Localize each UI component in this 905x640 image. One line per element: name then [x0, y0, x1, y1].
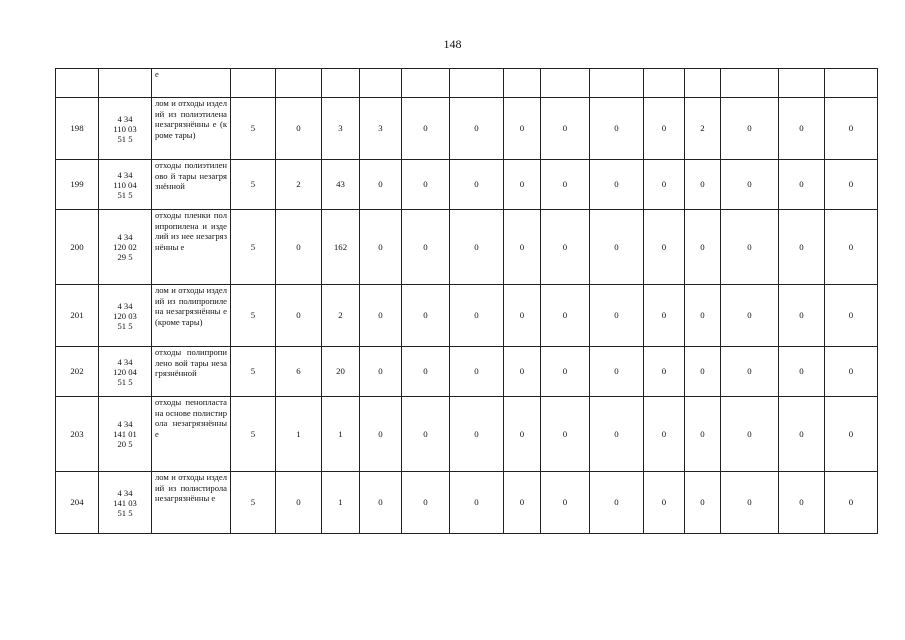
- cell-value: 5: [231, 285, 276, 347]
- cell-code: [99, 397, 152, 472]
- table-row: [56, 160, 878, 210]
- cell-code: [99, 472, 152, 534]
- cell-value: 0: [779, 397, 825, 472]
- cell-value: 0: [825, 160, 878, 210]
- code-line: 51 5: [117, 133, 133, 144]
- code-line: 51 5: [117, 189, 133, 200]
- cell-value: 0: [402, 347, 450, 397]
- cell-value: 0: [541, 210, 590, 285]
- cell-value: 0: [825, 210, 878, 285]
- cell-value: 0: [541, 285, 590, 347]
- cell-name: лом и отходы изделий из полиэтилена незагрязнённы е (кроме тары): [152, 98, 231, 160]
- cell-name: е: [152, 69, 231, 98]
- cell-value: 0: [276, 98, 322, 160]
- cell-value: 0: [504, 472, 541, 534]
- cell-num: 199: [56, 160, 99, 210]
- cell-value: 0: [450, 98, 504, 160]
- cell-num: 198: [56, 98, 99, 160]
- cell-value: 1: [322, 472, 360, 534]
- table-row: [56, 98, 878, 160]
- page-number: 148: [443, 37, 462, 51]
- table-row: [56, 397, 878, 472]
- code-line: 120 03: [113, 310, 137, 321]
- cell-value: 0: [590, 347, 644, 397]
- cell-value: 0: [541, 160, 590, 210]
- cell-value: 0: [721, 160, 779, 210]
- cell-value: 3: [322, 98, 360, 160]
- cell-num: 204: [56, 472, 99, 534]
- cell-value: 0: [402, 285, 450, 347]
- cell-value: 3: [360, 98, 402, 160]
- code-line: 4 34: [117, 419, 133, 429]
- cell-value: 1: [322, 397, 360, 472]
- cell-value: 43: [322, 160, 360, 210]
- waste-table: [55, 68, 878, 534]
- code-line: 110 03: [113, 123, 137, 134]
- cell-value: 0: [825, 285, 878, 347]
- cell-value: 0: [450, 397, 504, 472]
- cell-value: 2: [322, 285, 360, 347]
- code-line: 51 5: [117, 320, 133, 331]
- cell-value: 5: [231, 397, 276, 472]
- cell-value: 0: [644, 285, 685, 347]
- cell-value: 5: [231, 472, 276, 534]
- cell-value: 5: [231, 347, 276, 397]
- cell-value: 0: [685, 347, 721, 397]
- cell-value: 0: [402, 472, 450, 534]
- cell-value: 0: [721, 347, 779, 397]
- cell-value: 0: [644, 472, 685, 534]
- cell-value: 0: [590, 160, 644, 210]
- cell-value: 0: [825, 472, 878, 534]
- code-line: 29 5: [117, 252, 133, 262]
- cell-value: 0: [450, 347, 504, 397]
- code-line: 141 01: [113, 429, 137, 439]
- cell-value: 0: [360, 347, 402, 397]
- cell-value: 0: [644, 397, 685, 472]
- cell-value: 0: [504, 397, 541, 472]
- table-body: [56, 69, 878, 534]
- cell-value: 0: [644, 160, 685, 210]
- code-line: 4 34: [117, 356, 133, 367]
- code-line: 4 34: [117, 300, 133, 311]
- code-line: 110 04: [113, 179, 137, 190]
- cell-value: 5: [231, 98, 276, 160]
- cell-value: 0: [779, 210, 825, 285]
- cell-value: 6: [276, 347, 322, 397]
- cell-value: 0: [402, 397, 450, 472]
- cell-value: 0: [644, 210, 685, 285]
- cell-value: 0: [541, 397, 590, 472]
- code-line: 4 34: [117, 232, 133, 242]
- code-line: 51 5: [117, 507, 133, 518]
- cell-value: 0: [402, 160, 450, 210]
- cell-code: [99, 347, 152, 397]
- cell-value: 0: [360, 160, 402, 210]
- cell-value: 0: [721, 210, 779, 285]
- cell-value: 0: [276, 472, 322, 534]
- cell-value: 0: [504, 160, 541, 210]
- cell-value: 162: [322, 210, 360, 285]
- cell-num: 201: [56, 285, 99, 347]
- cell-value: 0: [504, 210, 541, 285]
- code-line: 141 03: [113, 497, 137, 508]
- cell-value: 0: [825, 98, 878, 160]
- cell-num: 202: [56, 347, 99, 397]
- cell-value: 0: [779, 347, 825, 397]
- cell-value: 0: [685, 285, 721, 347]
- code-line: 120 04: [113, 366, 137, 377]
- cell-value: 0: [450, 160, 504, 210]
- cell-value: 20: [322, 347, 360, 397]
- cell-value: 0: [685, 472, 721, 534]
- cell-value: 0: [685, 210, 721, 285]
- cell-num: [56, 69, 99, 98]
- cell-value: 0: [450, 472, 504, 534]
- cell-value: 0: [644, 98, 685, 160]
- cell-code: [99, 160, 152, 210]
- cell-value: 5: [231, 210, 276, 285]
- cell-name: отходы пенопласта на основе полистирола незагрязнённы е: [152, 397, 231, 472]
- cell-value: 0: [541, 472, 590, 534]
- cell-name: отходы пленки полипропилена и изделий из нее незагрязнённы е: [152, 210, 231, 285]
- cell-value: 0: [721, 98, 779, 160]
- cell-value: 0: [590, 98, 644, 160]
- cell-value: 0: [685, 397, 721, 472]
- code-line: 4 34: [117, 113, 133, 124]
- cell-value: 0: [590, 285, 644, 347]
- cell-value: 0: [721, 472, 779, 534]
- cell-code: [99, 98, 152, 160]
- cell-value: 0: [721, 397, 779, 472]
- cell-value: 0: [360, 210, 402, 285]
- cell-value: 0: [360, 472, 402, 534]
- table-row-continued: [56, 69, 878, 98]
- table-row: [56, 472, 878, 534]
- cell-value: 0: [590, 472, 644, 534]
- table-row: [56, 347, 878, 397]
- cell-code: [99, 285, 152, 347]
- cell-value: 0: [504, 285, 541, 347]
- cell-value: 0: [450, 285, 504, 347]
- cell-value: 0: [779, 160, 825, 210]
- cell-value: 0: [721, 285, 779, 347]
- cell-value: 0: [504, 98, 541, 160]
- cell-value: 0: [504, 347, 541, 397]
- cell-value: 0: [541, 98, 590, 160]
- cell-value: 0: [360, 285, 402, 347]
- cell-code: [99, 210, 152, 285]
- cell-value: 0: [825, 347, 878, 397]
- table-row: [56, 210, 878, 285]
- cell-value: 0: [402, 98, 450, 160]
- cell-name: лом и отходы изделий из полипропилена незагрязнённы е (кроме тары): [152, 285, 231, 347]
- cell-value: 0: [402, 210, 450, 285]
- cell-value: 0: [825, 397, 878, 472]
- cell-name: отходы полиэтиленово й тары незагрязнённой: [152, 160, 231, 210]
- cell-value: 0: [276, 285, 322, 347]
- cell-value: 5: [231, 160, 276, 210]
- cell-value: 0: [590, 397, 644, 472]
- cell-num: 200: [56, 210, 99, 285]
- cell-value: 0: [590, 210, 644, 285]
- code-line: 20 5: [117, 439, 133, 449]
- cell-num: 203: [56, 397, 99, 472]
- cell-value: 0: [360, 397, 402, 472]
- cell-name: отходы полипропилено вой тары незагрязнённой: [152, 347, 231, 397]
- table-row: [56, 285, 878, 347]
- cell-value: 0: [685, 160, 721, 210]
- cell-value: 0: [276, 210, 322, 285]
- cell-value: 0: [779, 98, 825, 160]
- cell-value: 2: [685, 98, 721, 160]
- cell-name: лом и отходы изделий из полистирола незагрязнённы е: [152, 472, 231, 534]
- cell-value: 2: [276, 160, 322, 210]
- cell-value: 0: [779, 285, 825, 347]
- cell-value: 0: [644, 347, 685, 397]
- code-line: 120 02: [113, 242, 137, 252]
- cell-value: 1: [276, 397, 322, 472]
- code-line: 4 34: [117, 487, 133, 498]
- cell-value: 0: [541, 347, 590, 397]
- cell-value: 0: [779, 472, 825, 534]
- code-line: 51 5: [117, 376, 133, 387]
- cell-code: [99, 69, 152, 98]
- code-line: 4 34: [117, 169, 133, 180]
- cell-value: 0: [450, 210, 504, 285]
